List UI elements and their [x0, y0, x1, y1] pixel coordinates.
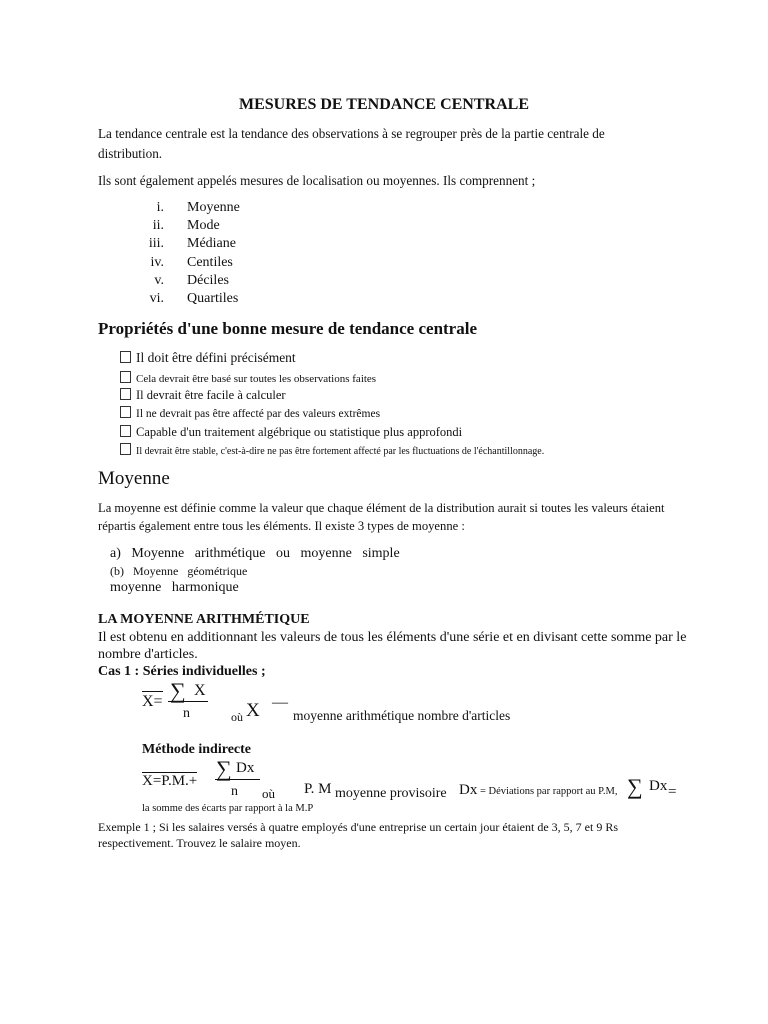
- list-item: Capable d'un traitement algébrique ou statistique plus approfondi: [120, 425, 462, 440]
- list-item: Il devrait être stable, c'est-à-dire ne pas être fortement affecté par les fluctuations de l'échantillonnage.: [120, 443, 544, 457]
- formula-lhs: X=: [142, 693, 163, 710]
- sigma-icon: ∑: [170, 678, 186, 703]
- pm-description: moyenne provisoire: [335, 786, 447, 801]
- list-item: Il devrait être facile à calculer: [120, 388, 286, 403]
- type-c: moyenne harmonique: [110, 580, 239, 595]
- intro-line: distribution.: [98, 146, 163, 161]
- equals-sign: =: [668, 784, 677, 800]
- formula-tail: la somme des écarts par rapport à la M.P: [142, 803, 314, 814]
- type-a: a) Moyenne arithmétique ou moyenne simple: [110, 546, 400, 561]
- moyenne-heading: Moyenne: [98, 468, 170, 489]
- checkbox-icon: [120, 388, 131, 400]
- dash-mark: —: [272, 694, 288, 711]
- formula-numerator: X: [194, 682, 206, 699]
- checkbox-icon: [120, 406, 131, 418]
- formula-numerator: Dx: [236, 760, 255, 776]
- dx-variable: Dx: [459, 782, 478, 798]
- formula-lhs: X=P.M.+: [142, 773, 198, 789]
- moyenne-text: répartis également entre tous les éléments. Il existe 3 types de moyenne :: [98, 519, 465, 533]
- formula-denominator: n: [183, 706, 190, 721]
- example-text: Exemple 1 ; Si les salaires versés à quatre employés d'une entreprise un certain jour étaient de 3, 5, 7 et 9 Rs: [98, 820, 619, 834]
- pm-variable: P. M: [304, 781, 332, 797]
- checkbox-icon: [120, 351, 131, 363]
- example-text: respectivement. Trouvez le salaire moyen.: [98, 836, 301, 850]
- arith-text: Il est obtenu en additionnant les valeurs de tous les éléments d'une série et en divisant cette somme par le: [98, 630, 687, 645]
- fraction-bar: [215, 779, 260, 780]
- checkbox-icon: [120, 443, 131, 455]
- page-title: MESURES DE TENDANCE CENTRALE: [239, 96, 529, 113]
- methode-heading: Méthode indirecte: [142, 742, 251, 757]
- ou-label: où: [262, 786, 275, 801]
- type-b: (b) Moyenne géométrique: [110, 564, 248, 578]
- checkbox-icon: [120, 371, 131, 383]
- properties-heading: Propriétés d'une bonne mesure de tendance centrale: [98, 319, 477, 338]
- list-item: Il doit être défini précisément: [120, 350, 296, 366]
- dx-description: = Déviations par rapport au P.M,: [480, 786, 618, 797]
- cas1-heading: Cas 1 : Séries individuelles ;: [98, 664, 266, 679]
- moyenne-text: La moyenne est définie comme la valeur que chaque élément de la distribution aurait si toutes les valeurs étaient: [98, 501, 665, 515]
- list-item: Cela devrait être basé sur toutes les observations faites: [120, 371, 376, 385]
- formula-description: moyenne arithmétique nombre d'articles: [293, 708, 511, 723]
- formula-denominator: n: [231, 784, 238, 799]
- x-variable: X: [246, 700, 260, 721]
- intro-line: La tendance centrale est la tendance des observations à se regrouper près de la partie centrale de: [98, 126, 605, 141]
- ou-label: où: [231, 710, 243, 724]
- checkbox-icon: [120, 425, 131, 437]
- sigma-icon: ∑: [216, 756, 232, 781]
- fraction-bar: [168, 701, 208, 702]
- arith-heading: LA MOYENNE ARITHMÉTIQUE: [98, 612, 310, 627]
- dx-variable: Dx: [649, 778, 668, 794]
- arith-text: nombre d'articles.: [98, 647, 198, 662]
- list-item: Il ne devrait pas être affecté par des valeurs extrêmes: [120, 406, 380, 420]
- sigma-icon: ∑: [627, 774, 643, 799]
- intro-line: Ils sont également appelés mesures de localisation ou moyennes. Ils comprennent ;: [98, 173, 536, 188]
